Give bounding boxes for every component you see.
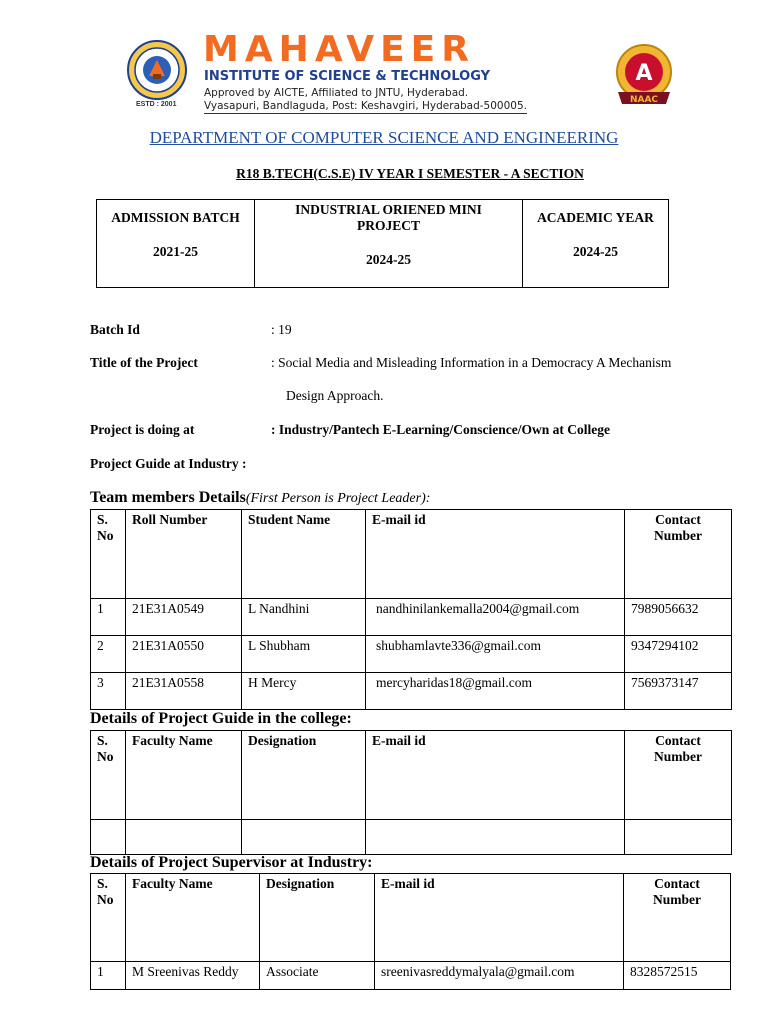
email-header: E-mail id: [366, 510, 625, 599]
table-row: [91, 599, 732, 636]
team-header-row: [91, 510, 732, 599]
table-row: [91, 636, 732, 673]
team-table: [90, 509, 732, 710]
batch-info-box: [96, 199, 669, 288]
semester-title: R18 B.TECH(C.S.E) IV YEAR I SEMESTER - A SECTION: [236, 166, 584, 181]
team-email: nandhinilankemalla2004@gmail.com: [366, 599, 625, 636]
team-heading-text: Team members Details: [90, 489, 246, 506]
institute-header: [0, 30, 768, 120]
institute-name: MAHAVEER: [203, 29, 475, 70]
email-header: E-mail id: [366, 731, 625, 820]
supervisor-table: [90, 873, 731, 990]
empty-cell: [242, 820, 366, 855]
guide-header-row: [91, 731, 732, 820]
team-email: mercyharidas18@gmail.com: [366, 673, 625, 710]
institute-address: Vyasapuri, Bandlaguda, Post: Keshavgiri, Hyderabad-500005.: [204, 100, 527, 112]
team-name: L Shubham: [242, 636, 366, 673]
naac-badge-icon: [612, 42, 676, 112]
sno-header: S. No: [91, 510, 126, 599]
project-title-label: Title of the Project: [90, 355, 198, 370]
institute-seal-icon: [127, 40, 187, 100]
team-email: shubhamlavte336@gmail.com: [366, 636, 625, 673]
team-name: H Mercy: [242, 673, 366, 710]
project-doing-at-label: Project is doing at: [90, 422, 195, 437]
sno-header: S. No: [91, 874, 126, 962]
empty-cell: [91, 820, 126, 855]
institute-approval: Approved by AICTE, Affiliated to JNTU, Hyderabad.: [204, 87, 469, 99]
supervisor-sno: 1: [91, 962, 126, 990]
supervisor-contact: 8328572515: [624, 962, 731, 990]
empty-cell: [366, 820, 625, 855]
designation-header: Designation: [242, 731, 366, 820]
designation-header: Designation: [260, 874, 375, 962]
faculty-name-header: Faculty Name: [126, 874, 260, 962]
project-title-value-line2: Design Approach.: [286, 388, 384, 403]
team-contact: 7569373147: [625, 673, 732, 710]
institute-subtitle: INSTITUTE OF SCIENCE & TECHNOLOGY: [204, 69, 491, 84]
table-row: [91, 962, 731, 990]
table-row: [91, 673, 732, 710]
academic-year-cell: [523, 200, 669, 288]
guide-table: [90, 730, 732, 855]
department-title: DEPARTMENT OF COMPUTER SCIENCE AND ENGINEERING: [149, 128, 619, 147]
batch-id-value: : 19: [271, 322, 292, 337]
team-roll: 21E31A0549: [126, 599, 242, 636]
guide-heading: Details of Project Guide in the college:: [90, 710, 352, 727]
team-roll: 21E31A0550: [126, 636, 242, 673]
supervisor-email: sreenivasreddymalyala@gmail.com: [375, 962, 624, 990]
admission-batch-cell: [97, 200, 255, 288]
batch-id-label: Batch Id: [90, 322, 140, 337]
student-name-header: Student Name: [242, 510, 366, 599]
naac-label: NAAC: [629, 95, 659, 105]
team-contact: 9347294102: [625, 636, 732, 673]
academic-year-value: 2024-25: [573, 244, 618, 259]
admission-batch-label: ADMISSION BATCH: [111, 210, 240, 225]
table-row: [91, 820, 732, 855]
supervisor-header-row: [91, 874, 731, 962]
project-doing-at-value: : Industry/Pantech E-Learning/Conscience/Own at College: [271, 422, 610, 437]
team-sno: 2: [91, 636, 126, 673]
contact-header: Contact Number: [625, 731, 732, 820]
sno-header: S. No: [91, 731, 126, 820]
project-label: INDUSTRIAL ORIENED MINI PROJECT: [295, 202, 482, 233]
email-header: E-mail id: [375, 874, 624, 962]
team-heading: [90, 489, 430, 507]
project-title-value-line1: : Social Media and Misleading Information in a Democracy A Mechanism: [271, 355, 672, 370]
team-sno: 3: [91, 673, 126, 710]
project-cell: [255, 200, 523, 288]
admission-batch-value: 2021-25: [153, 244, 198, 259]
team-contact: 7989056632: [625, 599, 732, 636]
team-roll: 21E31A0558: [126, 673, 242, 710]
team-name: L Nandhini: [242, 599, 366, 636]
supervisor-name: M Sreenivas Reddy: [126, 962, 260, 990]
supervisor-heading: Details of Project Supervisor at Industry:: [90, 854, 373, 871]
faculty-name-header: Faculty Name: [126, 731, 242, 820]
academic-year-label: ACADEMIC YEAR: [537, 210, 654, 225]
team-sno: 1: [91, 599, 126, 636]
contact-header: Contact Number: [625, 510, 732, 599]
team-heading-note: (First Person is Project Leader):: [245, 491, 431, 506]
project-guide-industry-label: Project Guide at Industry :: [90, 456, 247, 471]
roll-number-header: Roll Number: [126, 510, 242, 599]
established-year: ESTD : 2001: [136, 101, 177, 108]
supervisor-designation: Associate: [260, 962, 375, 990]
empty-cell: [126, 820, 242, 855]
contact-header: Contact Number: [624, 874, 731, 962]
project-value: 2024-25: [366, 252, 411, 267]
empty-cell: [625, 820, 732, 855]
naac-grade: A: [635, 61, 653, 86]
